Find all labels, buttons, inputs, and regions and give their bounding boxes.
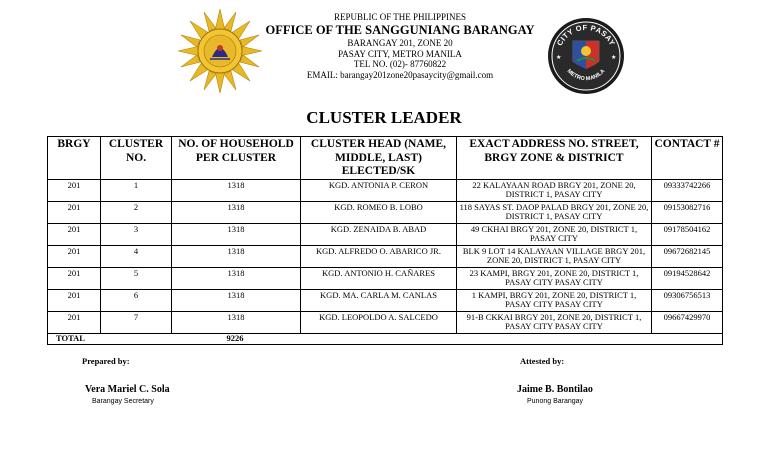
cell-contact: 09333742266	[652, 179, 723, 201]
cell-cluster-head: KGD. LEOPOLDO A. SALCEDO	[301, 311, 457, 333]
seal-bottom-text: METRO MANILA	[565, 68, 607, 83]
cell-brgy: 201	[48, 201, 101, 223]
cell-brgy: 201	[48, 179, 101, 201]
header-brgy: BRGY	[48, 137, 101, 180]
svg-text:★: ★	[611, 54, 617, 61]
cell-brgy: 201	[48, 289, 101, 311]
cell-household: 1318	[172, 223, 301, 245]
total-value	[172, 333, 301, 344]
cell-contact: 09306756513	[652, 289, 723, 311]
header-cluster-no: CLUSTER NO.	[101, 137, 172, 180]
page-title: CLUSTER LEADER	[306, 108, 462, 127]
cell-cluster-no: 5	[101, 267, 172, 289]
attested-by-position: Punong Barangay	[527, 398, 584, 405]
pasay-city-seal-logo	[547, 17, 625, 95]
table-header-row	[48, 137, 723, 180]
header-email: EMAIL: barangay201zone20pasaycity@gmail.com	[306, 69, 494, 80]
table-row	[48, 223, 723, 245]
header-household-count: NO. OF HOUSEHOLD PER CLUSTER	[172, 137, 301, 180]
cell-brgy: 201	[48, 311, 101, 333]
table-row	[48, 311, 723, 333]
header-cluster-head: CLUSTER HEAD (NAME, MIDDLE, LAST) ELECTED/SK	[301, 137, 457, 180]
table-row	[48, 201, 723, 223]
cell-cluster-head: KGD. ROMEO B. LOBO	[301, 201, 457, 223]
cell-brgy: 201	[48, 267, 101, 289]
cell-address: 49 CKHAI BRGY 201, ZONE 20, DISTRICT 1, PASAY CITY	[457, 223, 652, 245]
cell-contact: 09672682145	[652, 245, 723, 267]
seal-top-text: CITY OF PASAY	[554, 22, 618, 48]
attested-by-name: Jaime B. Bontilao	[517, 384, 593, 395]
cell-cluster-no: 6	[101, 289, 172, 311]
cell-cluster-no: 3	[101, 223, 172, 245]
cell-household: 1318	[172, 289, 301, 311]
cell-address: 91-B CKKAI BRGY 201, ZONE 20, DISTRICT 1, PASAY CITY PASAY CITY	[457, 311, 652, 333]
cell-address: 23 KAMPI, BRGY 201, ZONE 20, DISTRICT 1, PASAY CITY PASAY CITY	[457, 267, 652, 289]
header-contact: CONTACT #	[652, 137, 723, 180]
svg-text:★: ★	[556, 54, 562, 61]
total-label: TOTAL	[48, 333, 101, 344]
cell-brgy: 201	[48, 245, 101, 267]
prepared-by-label: Prepared by:	[82, 356, 130, 366]
header-address: EXACT ADDRESS NO. STREET, BRGY ZONE & DISTRICT	[457, 137, 652, 180]
total-value-text: 9226	[226, 333, 244, 343]
attested-by-label: Attested by:	[520, 356, 565, 366]
cell-address: 1 KAMPI, BRGY 201, ZONE 20, DISTRICT 1, PASAY CITY PASAY CITY	[457, 289, 652, 311]
cell-contact: 09194528642	[652, 267, 723, 289]
cell-cluster-no: 7	[101, 311, 172, 333]
cell-cluster-no: 1	[101, 179, 172, 201]
cell-cluster-head: KGD. ANTONIO H. CAÑARES	[301, 267, 457, 289]
cell-household: 1318	[172, 201, 301, 223]
table-total-row	[48, 333, 723, 344]
cell-cluster-head: KGD. ANTONIA P. CERON	[301, 179, 457, 201]
cell-address: 22 KALAYAAN ROAD BRGY 201, ZONE 20, DISTRICT 1, PASAY CITY	[457, 179, 652, 201]
cell-cluster-head: KGD. ZENAIDA B. ABAD	[301, 223, 457, 245]
document-header	[260, 12, 540, 80]
prepared-by-name: Vera Mariel C. Sola	[85, 384, 170, 395]
table-row	[48, 245, 723, 267]
table-row	[48, 267, 723, 289]
cell-contact: 09667429970	[652, 311, 723, 333]
total-empty	[301, 333, 723, 344]
barangay-sun-seal-logo	[176, 8, 264, 94]
cell-contact: 09153082716	[652, 201, 723, 223]
prepared-by-block	[82, 356, 232, 416]
attested-by-block	[517, 356, 670, 416]
cell-cluster-no: 4	[101, 245, 172, 267]
cell-household: 1318	[172, 179, 301, 201]
header-republic: REPUBLIC OF THE PHILIPPINES	[333, 12, 467, 22]
cell-address: 118 SAYAS ST. DAOP PALAD BRGY 201, ZONE 20, DISTRICT 1, PASAY CITY	[457, 201, 652, 223]
cell-household: 1318	[172, 245, 301, 267]
table-row	[48, 289, 723, 311]
cluster-leader-table	[47, 136, 723, 345]
prepared-by-position: Barangay Secretary	[92, 398, 154, 405]
cell-household: 1318	[172, 311, 301, 333]
cell-address: BLK 9 LOT 14 KALAYAAN VILLAGE BRGY 201, ZONE 20, DISTRICT 1, PASAY CITY	[457, 245, 652, 267]
header-barangay: BARANGAY 201, ZONE 20	[347, 38, 453, 48]
cell-brgy: 201	[48, 223, 101, 245]
total-spacer	[101, 333, 172, 344]
cell-household: 1318	[172, 267, 301, 289]
cell-contact: 09178504162	[652, 223, 723, 245]
header-city: PASAY CITY, METRO MANILA	[338, 48, 462, 59]
cell-cluster-head: KGD. MA. CARLA M. CANLAS	[301, 289, 457, 311]
cell-cluster-no: 2	[101, 201, 172, 223]
cell-cluster-head: KGD. ALFREDO O. ABARICO JR.	[301, 245, 457, 267]
header-tel: TEL NO. (02)- 87760822	[353, 59, 447, 69]
table-row	[48, 179, 723, 201]
header-office: OFFICE OF THE SANGGUNIANG BARANGAY	[265, 23, 535, 37]
